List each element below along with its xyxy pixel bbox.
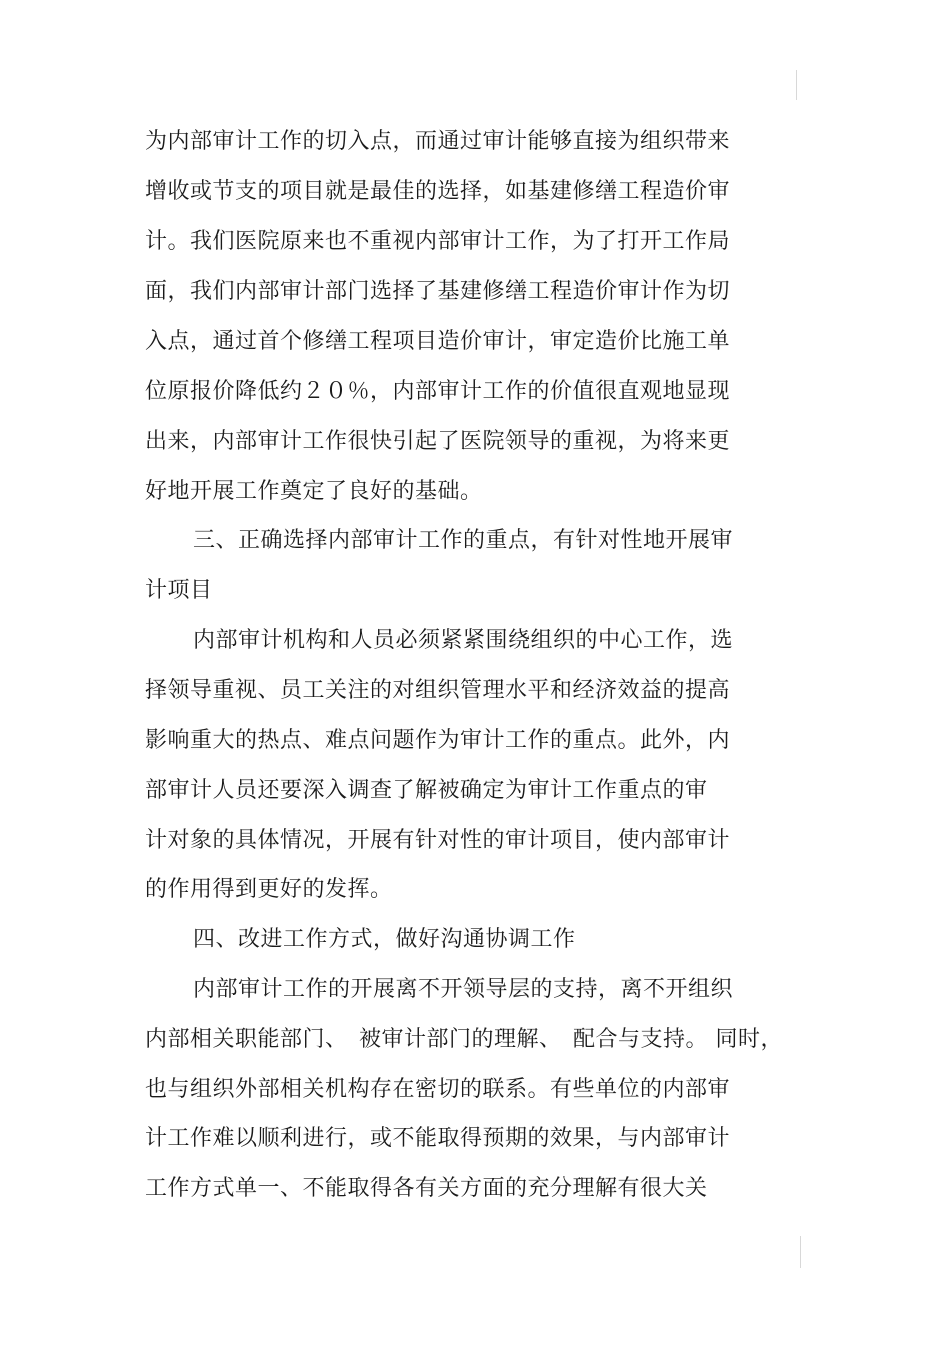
section-heading-4: 四、改进工作方式，做好沟通协调工作 [193,927,576,952]
text-line: 影响重大的热点、难点问题作为审计工作的重点。此外，内 [145,728,731,753]
text-line: 面，我们内部审计部门选择了基建修缮工程造价审计作为切 [145,279,731,304]
text-line: 计对象的具体情况，开展有针对性的审计项目，使内部审计 [145,828,731,853]
text-line: 好地开展工作奠定了良好的基础。 [145,479,483,504]
text-line: 增收或节支的项目就是最佳的选择，如基建修缮工程造价审 [145,179,731,204]
section-heading-3: 三、正确选择内部审计工作的重点，有针对性地开展审 [193,528,734,553]
text-line: 内部审计工作的开展离不开领导层的支持，离不开组织 [193,977,734,1002]
text-line: 择领导重视、员工关注的对组织管理水平和经济效益的提高 [145,678,731,703]
text-line: 计。我们医院原来也不重视内部审计工作，为了打开工作局 [145,229,731,254]
text-line: 部审计人员还要深入调查了解被确定为审计工作重点的审 [145,778,708,803]
text-line: 位原报价降低约２０％，内部审计工作的价值很直观地显现 [145,379,731,404]
section-heading-3-cont: 计项目 [145,578,213,603]
page-corner-mark-bottom [800,1236,801,1268]
text-line: 的作用得到更好的发挥。 [145,877,393,902]
text-line: 出来，内部审计工作很快引起了医院领导的重视，为将来更 [145,429,731,454]
text-line: 计工作难以顺利进行，或不能取得预期的效果，与内部审计 [145,1126,731,1151]
text-line: 为内部审计工作的切入点，而通过审计能够直接为组织带来 [145,129,731,154]
page-corner-mark-top [796,70,797,100]
text-line: 内部审计机构和人员必须紧紧围绕组织的中心工作，选 [193,628,734,653]
text-line: 内部相关职能部门、 被审计部门的理解、 配合与支持。 同时， [145,1027,783,1052]
text-line: 工作方式单一、不能取得各有关方面的充分理解有很大关 [145,1176,708,1201]
text-line: 也与组织外部相关机构存在密切的联系。有些单位的内部审 [145,1077,731,1102]
text-line: 入点，通过首个修缮工程项目造价审计，审定造价比施工单 [145,329,731,354]
